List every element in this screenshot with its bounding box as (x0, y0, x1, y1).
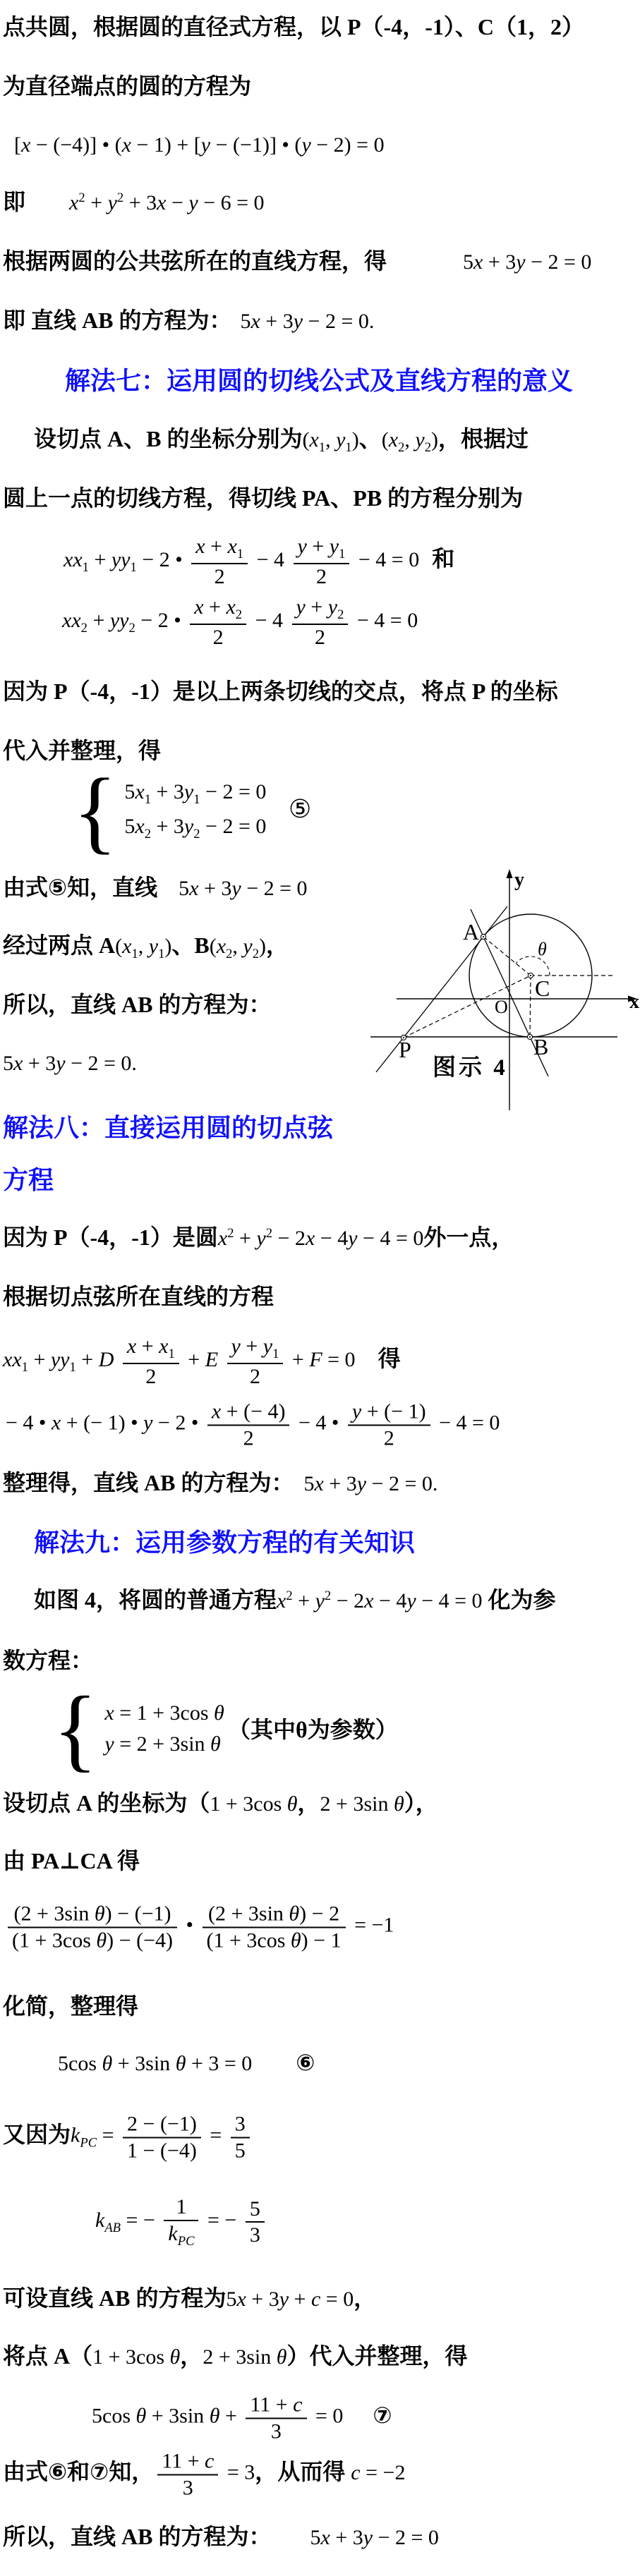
text-run: 解法七：运用圆的切线公式及直线方程的意义 (65, 366, 574, 395)
line-08 (34, 426, 529, 456)
text-run: 点共圆，根据圆的直径式方程，以 P（-4，-1）、C（1，2） (3, 14, 584, 40)
x-axis-label: x (629, 991, 639, 1013)
math-run: c = −2 (351, 2460, 406, 2484)
line-31 (3, 1790, 438, 1817)
text-run: 方程 (3, 1165, 54, 1194)
line-09 (3, 485, 523, 512)
text-run: 整理得，直线 AB 的方程为： (3, 1470, 294, 1495)
text-run: 由 PA⊥CA 得 (3, 1848, 140, 1873)
math-run: $\frac{\text{(2 + 3sin θ) − (−1)}}{\text{(1 + 3cos θ) − (−4)}}$ • $\frac{\text{(2 + 3sin θ) − 2}}{\text{(1 + 3cos θ) − 1}}$ = −1 (4, 1914, 394, 1937)
fraction: $\frac{y + (- 1)}{2}$ (348, 1401, 430, 1450)
system-brace: { (53, 1677, 98, 1781)
fraction: $\frac{2 - (-1)}{1 - (-4)}$ (123, 2113, 201, 2162)
line-39 (3, 2343, 468, 2370)
origin-label: O (495, 997, 508, 1017)
math-run: ($x_2$, $y_2$) (381, 428, 438, 455)
line-33 (4, 1903, 394, 1952)
system-equation: x = 1 + 3cos θ (104, 1701, 224, 1725)
math-run: 5x + 3y − 2 = 0. (303, 1472, 438, 1495)
math-run: 5x + 3y + c = 0 (226, 2288, 354, 2311)
line-23 (3, 1284, 274, 1311)
text-run: 由式⑤知，直线 (3, 875, 164, 900)
text-run: 化为参 (482, 1587, 556, 1612)
math-run: ($x_1$, $y_1$) (115, 935, 172, 961)
math-run: 5cos θ + 3sin θ + $\frac{11 + c}{3}$ = 0 (92, 2393, 344, 2443)
line-29 (3, 1648, 93, 1675)
text-run: 和 (432, 545, 455, 571)
math-run: ($x_1$, $y_1$) (302, 428, 359, 455)
math-run: $x^2 + y^2 + 3x - y - 6 = 0$ (69, 190, 265, 214)
math-run: $xx_1 + yy_1 - 2$ • $\frac{x + x_1}{2}$ − 4 $\frac{y + y_1}{2}$ − 4 = 0 (64, 534, 420, 588)
line-36 (3, 2113, 253, 2162)
line-06 (3, 308, 374, 334)
text-run: 、 (358, 426, 382, 451)
math-run: [x − (−4)] • (x − 1) + [y − (−1)] • (y − 2) = 0 (14, 133, 385, 157)
fraction: $\frac{11 + c}{3}$ (246, 2394, 306, 2443)
line-38 (3, 2285, 376, 2312)
fraction: $\frac{1}{k_{PC}}$ (164, 2196, 198, 2248)
text-run: 如图 4，将圆的普通方程 (34, 1587, 277, 1612)
fraction: $\frac{\text{(2 + 3sin θ) − 2}}{\text{(1 + 3cos θ) − 1}}$ (203, 1903, 346, 1952)
fraction: $\frac{x + x_1}{2}$ (123, 1335, 179, 1387)
line-27 (34, 1528, 415, 1557)
text-run: 、B (171, 932, 210, 958)
theta-label: θ (538, 939, 547, 959)
point-marker-a (481, 934, 485, 939)
math-run: $k_{PC}$ = $\frac{2 - (-1)}{1 - (-4)}$ = $\frac{3}{5}$ (71, 2124, 253, 2147)
text-run: 因为 P（-4，-1）是以上两条切线的交点，将点 P 的坐标 (3, 679, 558, 704)
text-run: ， (297, 1790, 320, 1816)
line-32 (3, 1848, 140, 1875)
theta-angle-arc (516, 956, 550, 976)
line-03 (14, 133, 385, 157)
line-04 (3, 189, 265, 216)
fraction: $\frac{5}{3}$ (246, 2198, 265, 2247)
math-run: 5cos θ + 3sin θ + 3 = 0 (58, 2052, 253, 2075)
math-run: $x^2 + y^2 - 2x - 4y - 4 = 0$ (217, 1226, 424, 1250)
math-run: − 4 • x + (− 1) • y − 2 • $\frac{x + (- 4)}{2}$ − 4 • $\frac{y + (- 1)}{2}$ − 4 = 0 (6, 1399, 500, 1450)
line-40 (92, 2394, 392, 2443)
line-17 (3, 992, 271, 1019)
line-34 (3, 1993, 138, 2020)
sys-5 (73, 758, 312, 863)
equation-number: ⑤ (289, 795, 312, 823)
line-24 (3, 1335, 401, 1387)
text-run: 化简，整理得 (3, 1993, 139, 2019)
text-run: 设切点 A 的坐标为（ (3, 1790, 210, 1816)
text-run: 解法八：直接运用圆的切点弦 (3, 1113, 334, 1142)
math-run: $xx_2 + yy_2 - 2$ • $\frac{x + x_2}{2}$ − 4 $\frac{y + y_2}{2}$ − 4 = 0 (62, 595, 418, 649)
text-run: ， (265, 932, 289, 958)
text-run: ）代入并整理，得 (286, 2343, 468, 2369)
text-run: 所以，直线 AB 的方程为： (3, 2524, 272, 2549)
math-run: 2 + 3sin θ (320, 1792, 404, 1816)
math-run: $\frac{11 + c}{3}$ = 3 (154, 2461, 255, 2484)
math-run: $xx_1 + yy_1 + D$ $\frac{x + x_1}{2}$ + E $\frac{y + y_1}{2}$ + F = 0 (3, 1334, 356, 1388)
figure-4 (370, 862, 640, 1125)
math-run: ($x_2$, $y_2$) (209, 935, 266, 961)
text-run: 数方程： (3, 1648, 94, 1673)
line-21 (3, 1165, 54, 1195)
line-12 (3, 679, 558, 705)
text-run: 根据切点弦所在直线的方程 (3, 1284, 274, 1309)
line-25 (6, 1401, 500, 1450)
fraction: $\frac{y + y_1}{2}$ (294, 535, 350, 588)
text-run: ⑦ (373, 2402, 392, 2428)
math-run: 5x + 3y − 2 = 0 (310, 2526, 439, 2549)
line-37 (95, 2196, 268, 2248)
text-run: 经过两点 A (3, 932, 116, 958)
system-equation: y = 2 + 3sin θ (104, 1732, 221, 1756)
fraction: $\frac{x + x_2}{2}$ (190, 596, 246, 648)
text-run: 根据两圆的公共弦所在的直线方程，得 (3, 248, 387, 274)
y-axis-arrow-icon (507, 869, 513, 878)
text-run: ，根据过 (437, 426, 529, 451)
tangent-pa-line (376, 906, 507, 1072)
line-42 (3, 2524, 439, 2551)
line-11 (62, 596, 418, 648)
figure-4-canvas (370, 862, 640, 1122)
point-p-label: P (399, 1037, 411, 1062)
text-run: 所以，直线 AB 的方程为： (3, 992, 272, 1017)
math-run: 2 + 3sin θ (203, 2345, 287, 2369)
system-rows (124, 773, 266, 849)
fraction: $\frac{11 + c}{3}$ (157, 2450, 218, 2499)
text-run: ）， (404, 1790, 438, 1816)
line-20 (3, 1113, 333, 1143)
math-run: 5x + 3y − 2 = 0. (240, 310, 375, 333)
text-run: 外一点， (423, 1225, 514, 1250)
text-run: ，从而得 (255, 2458, 351, 2484)
text-run: 由式⑥和⑦知， (3, 2458, 155, 2484)
segment-cb-dashed (530, 976, 531, 1037)
math-run: 1 + 3cos θ (92, 2345, 181, 2369)
text-run: 即 直线 AB 的方程为： (3, 308, 232, 333)
line-05 (3, 248, 591, 275)
math-run: 5x + 3y − 2 = 0 (179, 877, 308, 900)
line-26 (3, 1470, 437, 1497)
text-run: 设切点 A、B 的坐标分别为 (34, 426, 303, 451)
line-16 (3, 932, 289, 962)
line-28 (34, 1587, 556, 1614)
point-b-label: B (533, 1034, 549, 1059)
segment-pc-dashed (404, 976, 531, 1038)
math-run: 1 + 3cos θ (210, 1792, 298, 1816)
text-run: 得 (378, 1345, 401, 1371)
fraction: $\frac{y + y_2}{2}$ (292, 596, 349, 648)
fraction: $\frac{x + (- 4)}{2}$ (207, 1401, 290, 1450)
text-run: 代入并整理，得 (3, 738, 162, 763)
fraction: $\frac{x + x_1}{2}$ (191, 535, 248, 588)
line-35 (58, 2050, 315, 2077)
line-15 (3, 875, 308, 901)
line-02 (3, 73, 251, 100)
text-run: 因为 P（-4，-1）是圆 (3, 1225, 218, 1250)
point-c-label: C (535, 976, 550, 1001)
system-note: （其中θ为参数） (228, 1717, 398, 1742)
line-18 (3, 1051, 137, 1076)
line-10 (64, 535, 454, 588)
text-run: 为直径端点的圆的方程为 (3, 73, 252, 99)
fraction: $\frac{3}{5}$ (231, 2113, 250, 2162)
figure-caption: 图示 4 (433, 1055, 508, 1081)
system-brace: { (73, 758, 118, 863)
text-run: 圆上一点的切线方程，得切线 PA、PB 的方程分别为 (3, 485, 524, 511)
system-equation: $5x_2 + 3y_2 - 2 = 0$ (124, 814, 267, 842)
text-run: 即 (3, 189, 26, 214)
text-run: ， (180, 2343, 203, 2369)
y-axis-label: y (514, 869, 524, 891)
text-run: 可设直线 AB 的方程为 (3, 2285, 227, 2311)
fraction: $\frac{\text{(2 + 3sin θ) − (−1)}}{\text{(1 + 3cos θ) − (−4)}}$ (8, 1903, 177, 1952)
sys-param (53, 1677, 398, 1781)
point-marker-b (527, 1034, 532, 1039)
line-01 (3, 14, 584, 41)
line-22 (3, 1225, 514, 1251)
math-run: $x^2 + y^2 - 2x - 4y - 4 = 0$ (277, 1588, 483, 1612)
math-run: $k_{AB}$ = − $\frac{1}{k_{PC}}$ = − $\frac{5}{3}$ (95, 2209, 268, 2232)
text-run: ， (354, 2285, 377, 2311)
text-run: 将点 A（ (3, 2343, 93, 2369)
point-a-label: A (463, 919, 480, 944)
text-run: ⑥ (296, 2050, 315, 2075)
fraction: $\frac{y + y_1}{2}$ (227, 1335, 284, 1387)
point-marker-c (528, 973, 533, 978)
math-run: 5x + 3y − 2 = 0 (463, 250, 592, 274)
system-equation: $5x_1 + 3y_1 - 2 = 0$ (124, 780, 267, 807)
math-run: 5x + 3y − 2 = 0. (3, 1052, 137, 1075)
text-run: 解法九：运用参数方程的有关知识 (34, 1528, 416, 1557)
system-rows (104, 1694, 224, 1763)
text-run: 又因为 (3, 2121, 71, 2147)
segment-ca-dashed (483, 937, 531, 976)
line-41 (3, 2450, 405, 2499)
line-07 (65, 366, 573, 396)
